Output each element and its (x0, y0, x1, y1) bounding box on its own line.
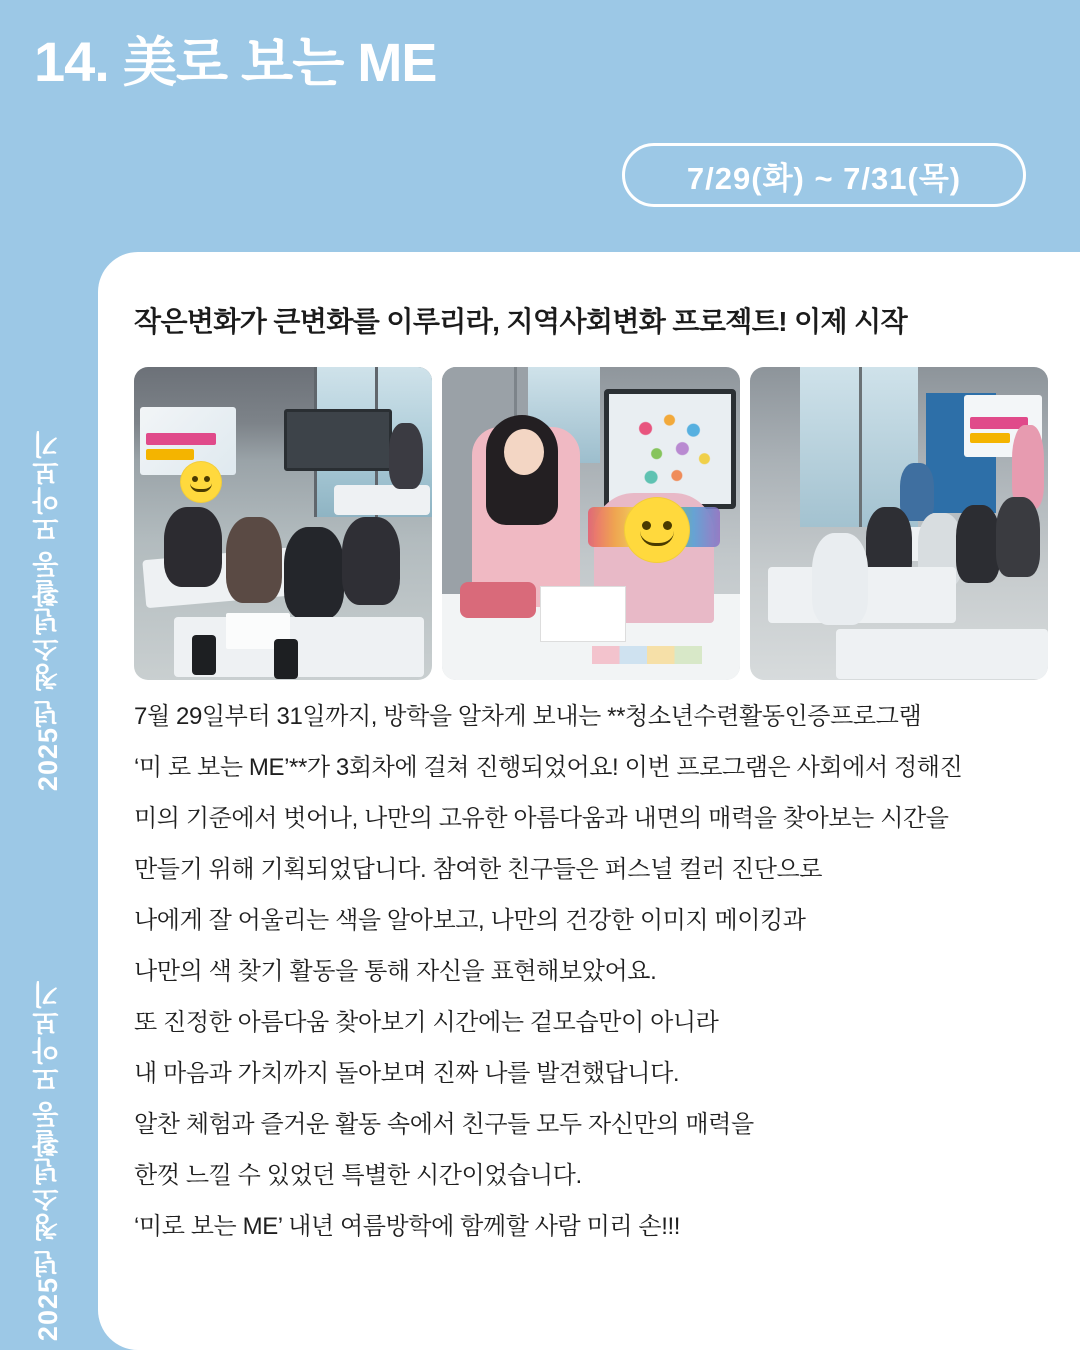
desk-shape (334, 485, 430, 515)
side-label-top: 2025년 청소년활동 모아보기 (33, 430, 63, 792)
paragraph-line: 미의 기준에서 벗어나, 나만의 고유한 아름다움과 내면의 매력을 찾아보는 시간을 (134, 805, 949, 832)
poster-header (34, 30, 437, 93)
fabric-shape (460, 582, 536, 618)
poster-number: 14. (34, 30, 109, 93)
person-shape (956, 505, 1000, 583)
person-shape (812, 533, 868, 625)
person-shape (226, 517, 282, 603)
photo-group-activity (750, 367, 1048, 680)
date-badge (622, 143, 1026, 207)
color-wheel-graphic (629, 410, 721, 494)
photo-gallery (134, 367, 1048, 680)
person-face-shape (504, 429, 544, 475)
monitor-shape (604, 389, 736, 509)
paragraph-line: ‘미 로 보는 ME’**가 3회차에 걸쳐 진행되었어요! 이번 프로그램은 사회에서 정해진 (134, 754, 963, 781)
person-shape (342, 517, 400, 605)
person-shape (900, 463, 934, 521)
worksheet-shape (540, 586, 626, 642)
paragraph-line: 나에게 잘 어울리는 색을 알아보고, 나만의 건강한 이미지 메이킹과 (134, 907, 806, 934)
person-shape (389, 423, 423, 489)
smiley-face-icon (624, 497, 690, 563)
paragraph-line: 나만의 색 찾기 활동을 통해 자신을 표현해보았어요. (134, 958, 657, 985)
content-card (98, 252, 1080, 1350)
page-title: 美로 보는 ME (122, 33, 437, 93)
color-swatches (592, 646, 702, 664)
paragraph-line: 한껏 느낄 수 있었던 특별한 시간이었습니다. (134, 1162, 582, 1189)
paragraph-line: 7월 29일부터 31일까지, 방학을 알차게 보내는 **청소년수련활동인증프로그램 (134, 703, 922, 730)
person-shape (996, 497, 1040, 577)
photo-personal-color-consult (442, 367, 740, 680)
paragraph-line: 또 진정한 아름다움 찾아보기 시간에는 겉모습만이 아니라 (134, 1009, 719, 1036)
smiley-face-icon (180, 461, 222, 503)
paragraph-line: 알찬 체험과 즐거운 활동 속에서 친구들 모두 자신만의 매력을 (134, 1111, 754, 1138)
lead-text: 작은변화가 큰변화를 이루리라, 지역사회변화 프로젝트! 이제 시작 (134, 306, 908, 337)
paragraph-line: 만들기 위해 기획되었답니다. 참여한 친구들은 퍼스널 컬러 진단으로 (134, 856, 823, 883)
screen-shape (284, 409, 392, 471)
paragraph-line: 내 마음과 가치까지 돌아보며 진짜 나를 발견했답니다. (134, 1060, 680, 1087)
side-label-bottom: 2025년 청소년활동 모아보기 (33, 980, 63, 1342)
date-badge-label: 7/29(화) ~ 7/31(목) (686, 160, 962, 196)
body-text (134, 702, 1044, 1263)
person-shape (284, 527, 344, 619)
phone-shape (192, 635, 216, 675)
phone-shape (274, 639, 298, 679)
paragraph-line: ‘미로 보는 ME’ 내년 여름방학에 함께할 사람 미리 손!!! (134, 1213, 681, 1240)
photo-classroom-worksheet (134, 367, 432, 680)
person-shape (164, 507, 222, 587)
table-shape (836, 629, 1048, 679)
